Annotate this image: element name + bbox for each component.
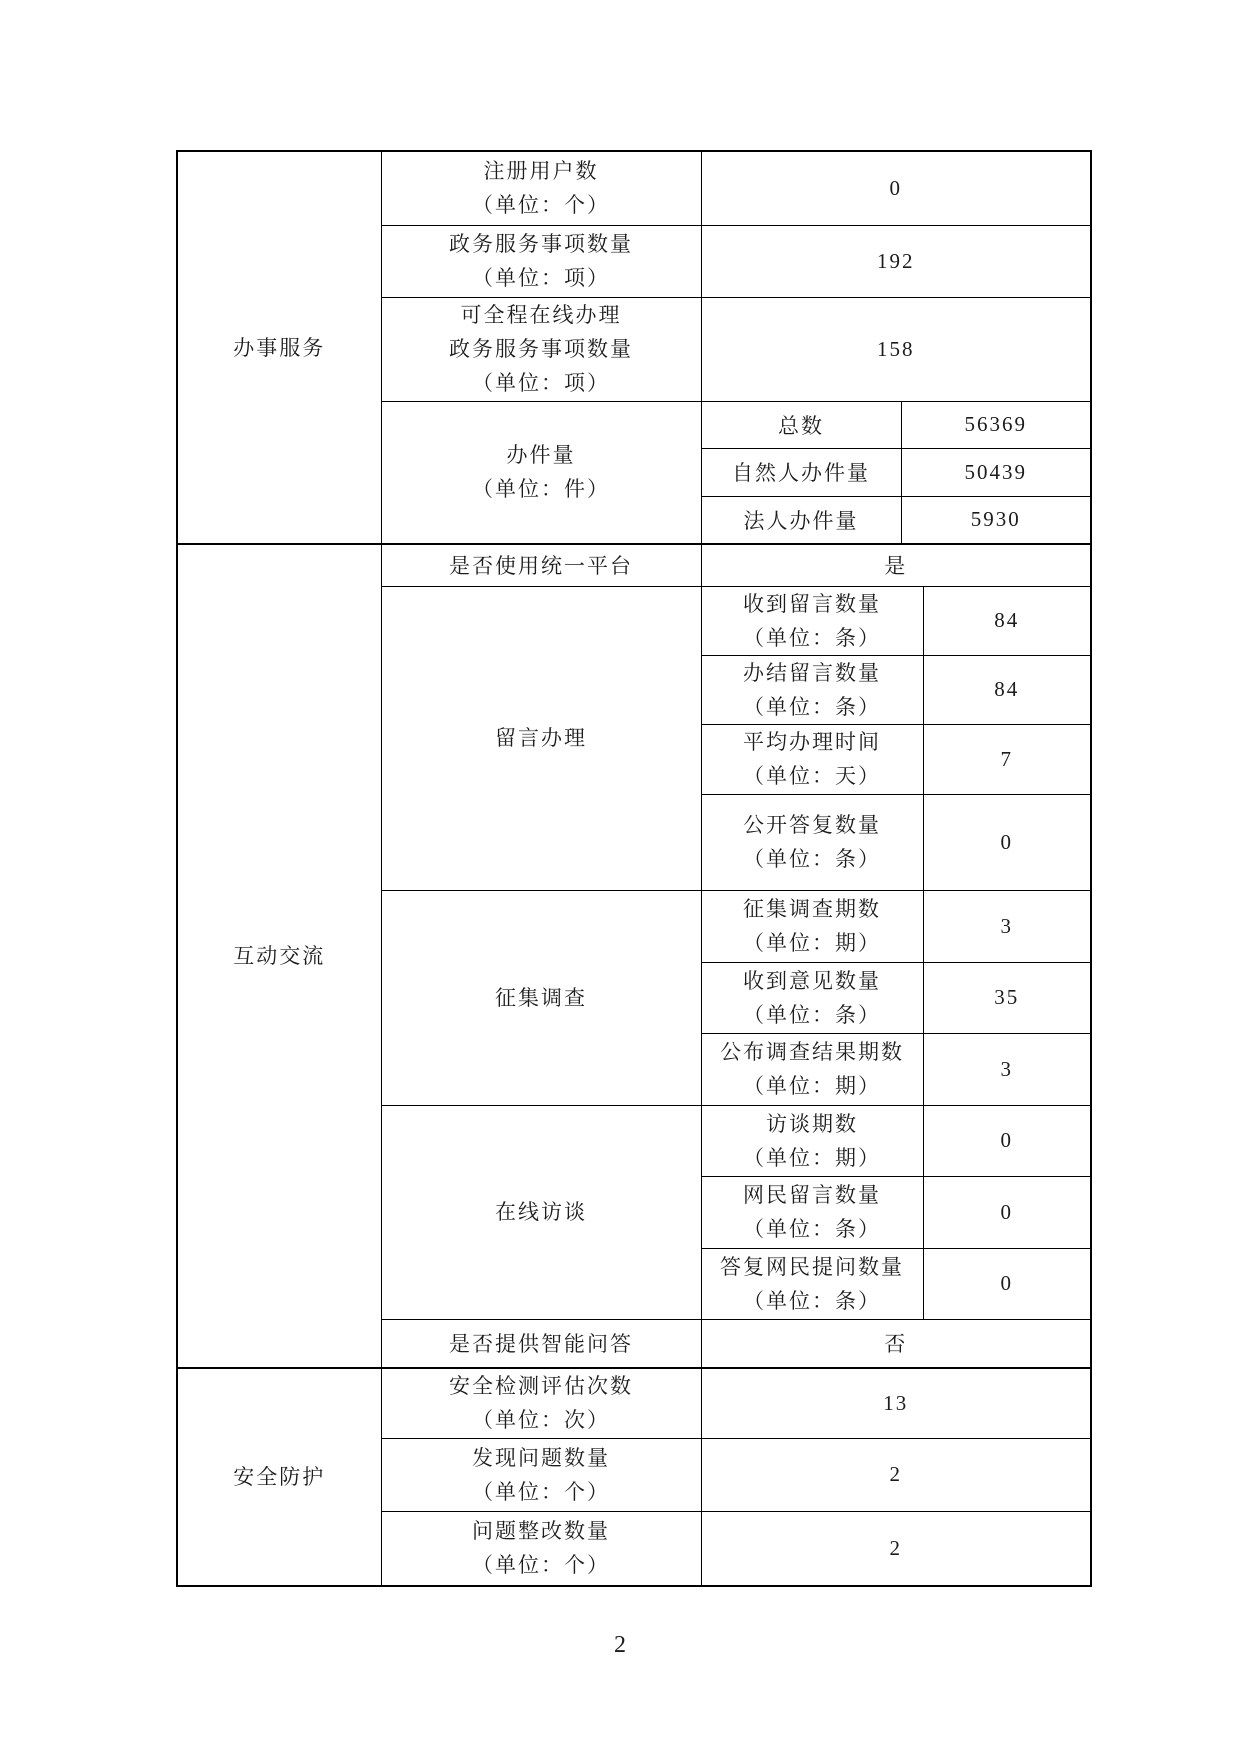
item-cell: [381, 297, 701, 401]
sub-item-label: 访谈期数: [766, 1111, 858, 1136]
group-cell-banshi: [177, 151, 381, 544]
item-label: 可全程在线办理: [460, 303, 622, 327]
sub-item-unit: （单位：天）: [743, 764, 881, 788]
item-label: 注册用户数: [483, 159, 599, 184]
group-cell-anquan: [177, 1368, 381, 1586]
sub-item-unit: （单位：条）: [743, 1002, 881, 1027]
sub-item-cell: [701, 794, 923, 890]
item-cell: [381, 225, 701, 297]
item-unit: （单位：项）: [472, 371, 610, 395]
sub-item-label: 公布调查结果期数: [720, 1040, 904, 1064]
item-unit: （单位：个）: [472, 1479, 610, 1504]
sub-item-unit: （单位：条）: [743, 1217, 881, 1241]
sub-item-cell: [701, 724, 923, 794]
item-cell-banjianliang: [381, 401, 701, 544]
value-cell: 7: [923, 724, 1091, 794]
item-cell-zaixianfangtan: [381, 1105, 701, 1319]
value-cell: 56369: [901, 401, 1091, 448]
value-cell: 13: [701, 1368, 1091, 1438]
sub-item-unit: （单位：条）: [743, 694, 881, 719]
group-label: 互动交流: [233, 944, 326, 968]
item-unit: （单位：次）: [472, 1408, 610, 1433]
item-label: 发现问题数量: [472, 1445, 610, 1470]
value-cell: 0: [923, 794, 1091, 890]
sub-item-cell: [701, 1105, 923, 1176]
value-cell: 2: [701, 1438, 1091, 1511]
sub-item-label: 征集调查期数: [743, 897, 881, 921]
sub-item-cell: 总数: [701, 401, 901, 448]
value-cell: 否: [701, 1319, 1091, 1368]
item-cell: [381, 151, 701, 225]
value-cell: 是: [701, 544, 1091, 586]
item-label: 问题整改数量: [472, 1519, 610, 1544]
sub-item-label: 网民留言数量: [743, 1183, 881, 1207]
value-cell: 2: [701, 1511, 1091, 1586]
page-number: 2: [614, 1632, 626, 1658]
sub-item-cell: [701, 890, 923, 962]
item-unit: （单位：个）: [472, 1553, 610, 1578]
table-row: [177, 544, 1091, 586]
item-cell-zhengji: [381, 890, 701, 1105]
item-label: 办件量: [506, 443, 576, 468]
value-cell: 0: [923, 1105, 1091, 1176]
sub-item-unit: （单位：条）: [743, 625, 881, 650]
value-cell: 3: [923, 1033, 1091, 1105]
item-label: 安全检测评估次数: [449, 1374, 633, 1399]
sub-item-label: 公开答复数量: [743, 813, 881, 837]
value-cell: 0: [701, 151, 1091, 225]
group-label: 办事服务: [233, 335, 326, 360]
item-unit: （单位：件）: [472, 477, 610, 502]
sub-item-label: 答复网民提问数量: [720, 1254, 904, 1279]
sub-item-cell: [701, 655, 923, 724]
sub-item-cell: [701, 1033, 923, 1105]
table-row: [177, 151, 1091, 225]
group-cell-hudong: [177, 544, 381, 1368]
sub-item-unit: （单位：条）: [743, 847, 881, 871]
sub-item-label: 平均办理时间: [743, 730, 881, 754]
sub-item-cell: 法人办件量: [701, 496, 901, 544]
sub-item-label: 收到留言数量: [743, 591, 881, 616]
value-cell: 0: [923, 1176, 1091, 1248]
sub-item-cell: [701, 1248, 923, 1319]
item-label: 在线访谈: [495, 1200, 587, 1224]
sub-item-cell: 自然人办件量: [701, 448, 901, 496]
value-cell: 50439: [901, 448, 1091, 496]
sub-item-label: 收到意见数量: [743, 968, 881, 993]
item-cell: [381, 1438, 701, 1511]
value-cell: 192: [701, 225, 1091, 297]
group-label: 安全防护: [233, 1465, 326, 1489]
item-unit: （单位：个）: [472, 193, 610, 218]
item-label: 政务服务事项数量: [449, 232, 633, 256]
sub-item-unit: （单位：期）: [743, 931, 881, 955]
sub-item-cell: [701, 962, 923, 1033]
item-label: 留言办理: [495, 726, 587, 750]
sub-item-cell: [701, 586, 923, 655]
sub-item-label: 办结留言数量: [743, 660, 881, 685]
value-cell: 158: [701, 297, 1091, 401]
item-cell-liuyan: [381, 586, 701, 890]
item-cell: [381, 1368, 701, 1438]
table-row: [177, 1368, 1091, 1438]
value-cell: 84: [923, 655, 1091, 724]
item-cell: [381, 1511, 701, 1586]
item-cell: 是否使用统一平台: [381, 544, 701, 586]
sub-item-unit: （单位：期）: [743, 1145, 881, 1170]
item-label-2: 政务服务事项数量: [449, 337, 633, 361]
item-cell: 是否提供智能问答: [381, 1319, 701, 1368]
item-label: 征集调查: [495, 985, 587, 1010]
sub-item-unit: （单位：条）: [743, 1288, 881, 1313]
value-cell: 3: [923, 890, 1091, 962]
value-cell: 84: [923, 586, 1091, 655]
sub-item-cell: [701, 1176, 923, 1248]
statistics-table: [176, 150, 1092, 1587]
value-cell: 0: [923, 1248, 1091, 1319]
value-cell: 35: [923, 962, 1091, 1033]
value-cell: 5930: [901, 496, 1091, 544]
sub-item-unit: （单位：期）: [743, 1074, 881, 1098]
item-unit: （单位：项）: [472, 266, 610, 290]
